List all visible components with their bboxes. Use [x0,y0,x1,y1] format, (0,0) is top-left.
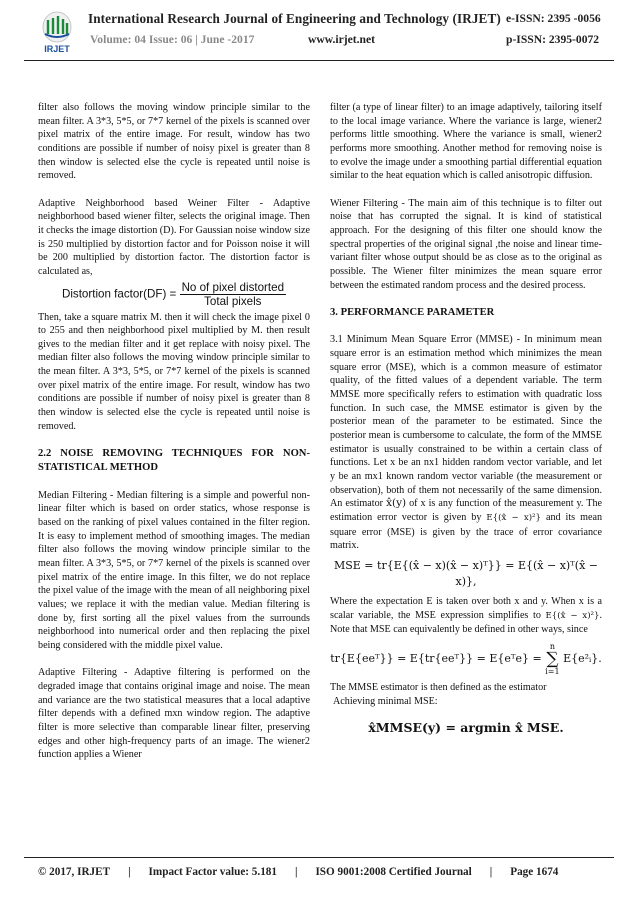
footer-iso: ISO 9001:2008 Certified Journal [315,866,472,878]
footer-page: Page 1674 [510,866,559,878]
footer-copyright: © 2017, IRJET [38,866,111,878]
right-paragraph-1: filter (a type of linear filter) to an image adaptively, tailoring itself to the local image variance. Where the variance is large, wiener2 performs little smoothing. Where the variance is small, wiener2 performs more smoothing. Another method for removing noise is to evolve the image under a smoothing partial differential equation similar to the heat equation which is called anisotropic diffusion. [330,102,602,182]
formula-numerator: No of pixel distorted [181,280,285,294]
left-paragraph-2: Adaptive Neighborhood based Weiner Filter - Adaptive neighborhood based wiener filter, selects the original image. Then it checks the image distortion (D). For Gaussian noise window size is 250 multiplied by distortion factor and for Poisson noise it will be 200 multiplied by distortion factor. The distortion factor is calculated as, [38,197,310,277]
journal-title: International Research Journal of Engineering and Technology (IRJET) [88,11,501,26]
right-paragraph-4 [330,595,602,637]
website-link[interactable]: www.irjet.net [308,33,375,46]
expectation-text: Where the expectation E is taken over both x and y. When x is a scalar variable, the MSE expression simplifies to [330,595,602,621]
mmse-equation: x̂MMSE(y) = argmin x̂ MSE. [368,720,564,736]
section-heading-2-2: 2.2 NOISE REMOVING TECHNIQUES FOR NON-STATISTICAL METHOD [38,448,310,474]
right-paragraph-5: The MMSE estimator is then defined as the estimator [330,681,547,693]
trace-equation [330,642,602,676]
trace-eq-rhs: E{e²ᵢ}. [563,651,602,665]
sum-lower: i=1 [545,666,560,676]
estimator-text: of x is any function of the measurement y. The estimation error vector is given by [330,498,602,523]
equivalent-text: . Note that MSE can equivalently be defined in other ways, since [330,609,602,636]
right-paragraph-3 [330,333,602,553]
header-rule [24,60,614,61]
trace-eq-lhs: tr{E{eeᵀ}} = E{tr{eeᵀ}} = E{eᵀe} = [330,651,542,665]
journal-logo [40,10,74,54]
footer: © 2017, IRJET | Impact Factor value: 5.181 | ISO 9001:2008 Certified Journal | Page 1674 [38,866,559,878]
error-vector-math: E{(x̂ − x)²} [486,512,541,523]
error-vector-text: and its mean square error (MSE) is given by the trace of error covariance matrix. [330,511,603,552]
distortion-factor-formula [38,281,310,308]
footer-rule [24,857,614,858]
volume-issue: Volume: 04 Issue: 06 | June -2017 [90,33,255,46]
footer-impact: Impact Factor value: 5.181 [148,866,277,878]
sum-upper: n [549,641,555,651]
left-paragraph-3: Then, take a square matrix M. then it will check the image pixel 0 to 255 and then neighborhood pixel multiplied by M. then result gives to the median filter and it get replace with noisy pixel. The median filter also follows the moving window principle similar to the mean filter. A 3*3, 5*5, or 7*7 kernel of the pixels is scanned over pixel matrix of the entire image. For result, window has two conditions are possible if number of noisy pixel is greater than 8 then window is selected else the cycle is repeated until noise is removed. [38,311,310,432]
mmse-intro-text: 3.1 Minimum Mean Square Error (MMSE) - In minimum mean square error is an estimation method which minimizes the mean square error (MSE), which is a common measure of estimator quality, of the fitted values of a dependent variable. The term MMSE more specifically refers to estimation with quadratic loss function. In such case, the MMSE estimator is given by the posterior mean of the parameter to be estimated. Since the posterior mean is cumbersome to calculate, the form of the MMSE estimator is usually constrained to be within a certain class of functions. Let x be an nx1 hidden random vector variable, and let y be an mx1 known random vector variable (the measurement or observation), both of them not necessarily of the same dimension. An estimator [330,334,602,510]
section-heading-3: 3. PERFORMANCE PARAMETER [330,306,495,318]
sum-symbol: ∑ [546,648,559,669]
p-issn: p-ISSN: 2395-0072 [506,33,600,46]
formula-denominator: Total pixels [204,294,262,308]
right-column [330,101,602,740]
right-paragraph-2: Wiener Filtering - The main aim of this technique is to filter out noise that has corrupted the signal. It is kind of statistical approach. For the designing of this filter one should know the spectral properties of the original signal ,the noise and linear time-variant filter whose output should be as close as to the original as possible. The Wiener filter minimizes the mean square error between the estimated random process and the desired process. [330,197,602,291]
scalar-mse-math: E{(x̂ − x)²} [545,610,600,621]
estimator-math: x̂(y) [386,497,407,510]
left-paragraph-1: filter also follows the moving window principle similar to the mean filter. A 3*3, 5*5, or 7*7 kernel of the pixels is scanned over pixel matrix of the entire image. For result, window has two conditions are possible if number of noisy pixel is greater than 8 then window is selected else the cycle is repeated until noise is removed. [38,102,310,182]
e-issn: e-ISSN: 2395 -0056 [506,12,601,25]
formula-lhs: Distortion factor(DF) = [61,287,177,301]
right-paragraph-6: Achieving minimal MSE: [333,695,438,707]
left-paragraph-4: Median Filtering - Median filtering is a simple and powerful non-linear filter which is based on order statics, whose response is based on the ranking of pixel values contained in the filter region. It is easy to implement method of smoothing images. The median filter also follows the moving window principle similar to the mean filter. A 3*3, 5*5, or 7*7 kernel of the pixels is scanned over pixel matrix of the entire image. In this filter, we do not replace the pixel value of the image with the mean of all neighboring pixel values; we replace it with the median value. Median filtering is done by, first sorting all the pixel values from the surrounds neighborhood into numerical order and then replacing the pixel being considered with the middle pixel value. [38,489,310,651]
mse-equation: MSE = tr{E{(x̂ − x)(x̂ − x)ᵀ}} = E{(x̂ − x)ᵀ(x̂ − x)}, [333,558,599,588]
left-column [38,101,310,762]
logo-text: IRJET [44,44,70,54]
left-paragraph-5: Adaptive Filtering - Adaptive filtering is performed on the degraded image that contains original image and noise. The mean and variance are the two statistical measures that a local adaptive filter depends with a defined mxn window region. The adaptive filter is more selective than comparable linear filter, preserving edges and other high-frequency parts of an image. The wiener2 function applies a Wiener [38,667,310,761]
